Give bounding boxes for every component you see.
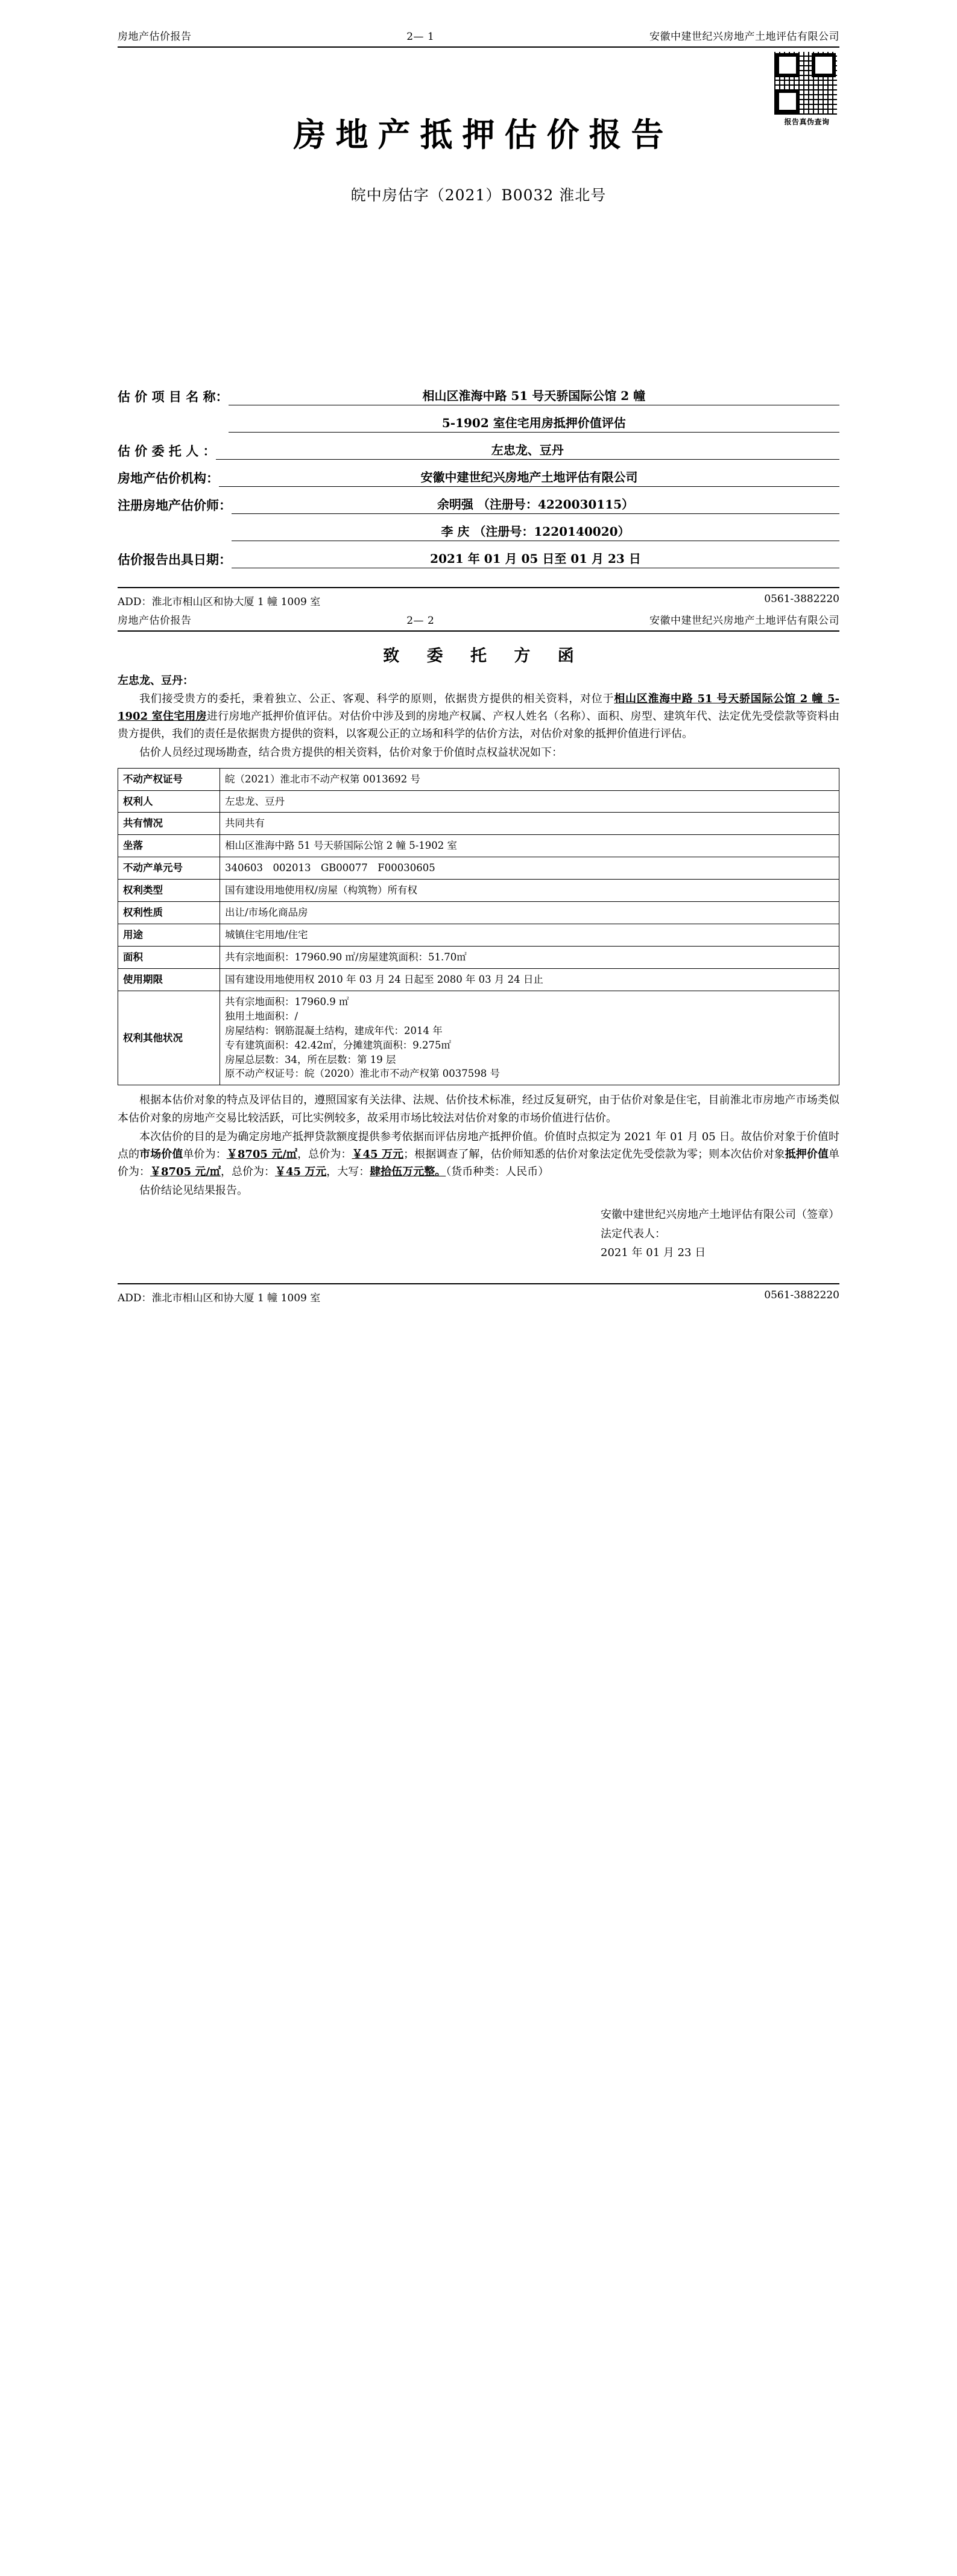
row-key: 共有情况 [118, 813, 220, 835]
field-label: 估 价 委 托 人 ： [118, 443, 216, 458]
other-status-line: 房屋结构：钢筋混凝土结构，建成年代：2014 年 [225, 1024, 443, 1036]
cover-footer [118, 587, 839, 608]
row-value: 城镇住宅用地/住宅 [220, 924, 839, 947]
conclusion-mid3: ；根据调查了解，估价师知悉的估价对象法定优先受偿款为零；则本次估价对象 [403, 1147, 785, 1161]
letter-running-header [118, 612, 839, 632]
letter-paragraph-1: 我们接受贵方的委托，秉着独立、公正、客观、科学的原则，依据贵方提供的相关资料，对位于相山区淮海中路 51 号天骄国际公馆 2 幢 5-1902 室住宅用房进行房地产抵押价值评估。对估价中涉及到的房地产权属、产权人姓名（名称）、面积、房型、建筑年代、法定优先受偿款等资料由贵方提供，我们的责任是依据贵方提供的资料，以客观公正的立场和科学的估价方法，对估价对象的抵押价值进行评估。 [118, 693, 840, 741]
table-row [118, 902, 839, 924]
qr-code-icon[interactable] [774, 52, 837, 115]
conclusion-mortgage-value-label: 抵押价值 [785, 1147, 829, 1161]
signature-block [118, 1205, 839, 1263]
document-number: 皖中房估字（2021）B0032 淮北号 [350, 186, 607, 204]
field-value[interactable]: 相山区淮海中路 51 号天骄国际公馆 2 幢 [229, 386, 839, 405]
row-value: 共同共有 [220, 813, 839, 835]
document-title: 房地产抵押估价报告 [293, 115, 674, 154]
letter-conclusion [118, 1128, 839, 1181]
table-row [118, 857, 839, 880]
letter-footer [118, 1283, 839, 1304]
rights-status-table [118, 768, 839, 1086]
footer-address: ADD：淮北市相山区和协大厦 1 幢 1009 室 [118, 596, 321, 608]
row-value: 国有建设用地使用权 2010 年 03 月 24 日起至 2080 年 03 月 24 日止 [220, 968, 839, 991]
conclusion-mid5: ，总价为： [220, 1166, 275, 1178]
other-status-line: 房屋总层数：34，所在层数：第 19 层 [225, 1053, 396, 1065]
cover-sheet [0, 0, 957, 608]
running-header-left: 房地产估价报告 [118, 615, 192, 627]
row-key: 坐落 [118, 835, 220, 857]
field-value[interactable]: 2021 年 01 月 05 日至 01 月 23 日 [232, 549, 839, 568]
field-project-name [118, 386, 839, 405]
row-value: 340603 002013 GB00077 F00030605 [220, 857, 839, 880]
field-value[interactable]: 余明强 （注册号：4220030115） [232, 495, 839, 514]
field-value[interactable]: 左忠龙、豆丹 [216, 440, 839, 460]
running-header-left: 房地产估价报告 [118, 31, 192, 43]
footer-address: ADD：淮北市相山区和协大厦 1 幢 1009 室 [118, 1292, 321, 1304]
conclusion-amount-chinese: 肆拾伍万元整。 [370, 1166, 446, 1178]
letter-paragraph-2: 估价人员经过现场勘查，结合贵方提供的相关资料，估价对象于价值时点权益状况如下： [139, 746, 563, 760]
conclusion-mid6: ，大写： [326, 1166, 370, 1178]
qr-code-block [774, 52, 839, 127]
row-value: 左忠龙、豆丹 [220, 790, 839, 813]
running-header-company: 安徽中建世纪兴房地产土地评估有限公司 [649, 615, 839, 627]
field-appraiser-2 [118, 522, 839, 541]
row-key: 使用期限 [118, 968, 220, 991]
other-status-line: 专有建筑面积：42.42㎡，分摊建筑面积：9.275㎡ [225, 1039, 451, 1051]
row-value: 皖（2021）淮北市不动产权第 0013692 号 [220, 768, 839, 790]
other-status-line: 独用土地面积：/ [225, 1010, 298, 1022]
conclusion-mid7: （货币种类：人民币） [446, 1166, 549, 1178]
signature-date: 2021 年 01 月 23 日 [601, 1246, 706, 1260]
conclusion-total-price: ￥45 万元 [352, 1147, 404, 1161]
other-status-line: 共有宗地面积：17960.9 ㎡ [225, 995, 349, 1007]
field-label: 房地产估价机构： [118, 471, 219, 486]
signature-legal-representative: 法定代表人： [601, 1227, 666, 1240]
footer-phone: 0561-3882220 [764, 593, 839, 605]
field-label: 估 价 项 目 名 称： [118, 389, 229, 404]
row-value: 相山区淮海中路 51 号天骄国际公馆 2 幢 5-1902 室 [220, 835, 839, 857]
table-row-other-status [118, 991, 839, 1085]
conclusion-mortgage-unit-price: ￥8705 元/㎡ [150, 1166, 221, 1178]
field-client [118, 440, 839, 460]
running-header-page: 2— 2 [406, 615, 435, 627]
subject-property-inline: 相山区淮海中路 51 号天骄国际公馆 2 幢 5-1902 室住宅用房 [118, 693, 840, 723]
table-row [118, 924, 839, 947]
signature-inner [601, 1205, 839, 1263]
letter-closing-note: 估价结论见结果报告。 [139, 1184, 248, 1198]
field-label: 注册房地产估价师： [118, 498, 232, 513]
field-value[interactable]: 5-1902 室住宅用房抵押价值评估 [229, 413, 839, 433]
row-key: 不动产单元号 [118, 857, 220, 880]
row-value [220, 991, 839, 1085]
table-row [118, 768, 839, 790]
field-project-name-line2 [118, 413, 839, 433]
footer-phone: 0561-3882220 [764, 1289, 839, 1301]
conclusion-mid4: 单价为： [118, 1147, 840, 1178]
row-key: 权利性质 [118, 902, 220, 924]
table-row [118, 880, 839, 902]
table-row [118, 835, 839, 857]
letter-salutation: 左忠龙、豆丹： [118, 674, 194, 687]
table-row [118, 968, 839, 991]
field-report-date [118, 549, 839, 568]
signature-company: 安徽中建世纪兴房地产土地评估有限公司（签章） [601, 1208, 839, 1222]
conclusion-prefix: 本次估价的目的是为确定房地产抵押贷款额度提供参考依据而评估房地产抵押价值。价值时点拟定为 2021 年 01 月 05 日。故估价对象于价值时点的 [118, 1130, 839, 1161]
row-value: 出让/市场化商品房 [220, 902, 839, 924]
cover-field-list [118, 386, 839, 568]
field-appraisal-agency [118, 468, 839, 487]
letter-paragraph-3: 根据本估价对象的特点及评估目的，遵照国家有关法律、法规、估价技术标准，经过反复研究，由于估价对象是住宅，目前淮北市房地产市场类似本估价对象的房地产交易比较活跃，可比实例较多，故采用市场比较法对估价对象的市场价值进行估价。 [118, 1094, 839, 1125]
conclusion-mid2: ，总价为： [297, 1147, 352, 1161]
letter-sheet [0, 608, 957, 1315]
conclusion-mortgage-total-price: ￥45 万元 [274, 1166, 327, 1178]
table-row [118, 947, 839, 969]
running-header-page: 2— 1 [406, 31, 435, 43]
row-key: 权利人 [118, 790, 220, 813]
letter-title: 致 委 托 方 函 [383, 647, 585, 665]
conclusion-unit-price: ￥8705 元/㎡ [226, 1147, 298, 1161]
table-row [118, 790, 839, 813]
table-row [118, 813, 839, 835]
other-status-line: 原不动产权证号：皖（2020）淮北市不动产权第 0037598 号 [225, 1068, 500, 1080]
field-value[interactable]: 李 庆 （注册号：1220140020） [232, 522, 839, 541]
cover-running-header [118, 28, 839, 48]
conclusion-mid1: 单价为： [183, 1147, 227, 1161]
row-key: 权利类型 [118, 880, 220, 902]
row-key: 用途 [118, 924, 220, 947]
qr-code-label: 报告真伪查询 [784, 118, 830, 126]
row-key: 不动产权证号 [118, 768, 220, 790]
row-value: 共有宗地面积：17960.90 ㎡/房屋建筑面积：51.70㎡ [220, 947, 839, 969]
running-header-company: 安徽中建世纪兴房地产土地评估有限公司 [649, 31, 839, 43]
field-appraiser-1 [118, 495, 839, 514]
row-key: 权利其他状况 [118, 991, 220, 1085]
field-label: 估价报告出具日期： [118, 552, 232, 567]
row-key: 面积 [118, 947, 220, 969]
field-value[interactable]: 安徽中建世纪兴房地产土地评估有限公司 [219, 468, 839, 487]
conclusion-market-value-label: 市场价值 [139, 1147, 183, 1161]
row-value: 国有建设用地使用权/房屋（构筑物）所有权 [220, 880, 839, 902]
